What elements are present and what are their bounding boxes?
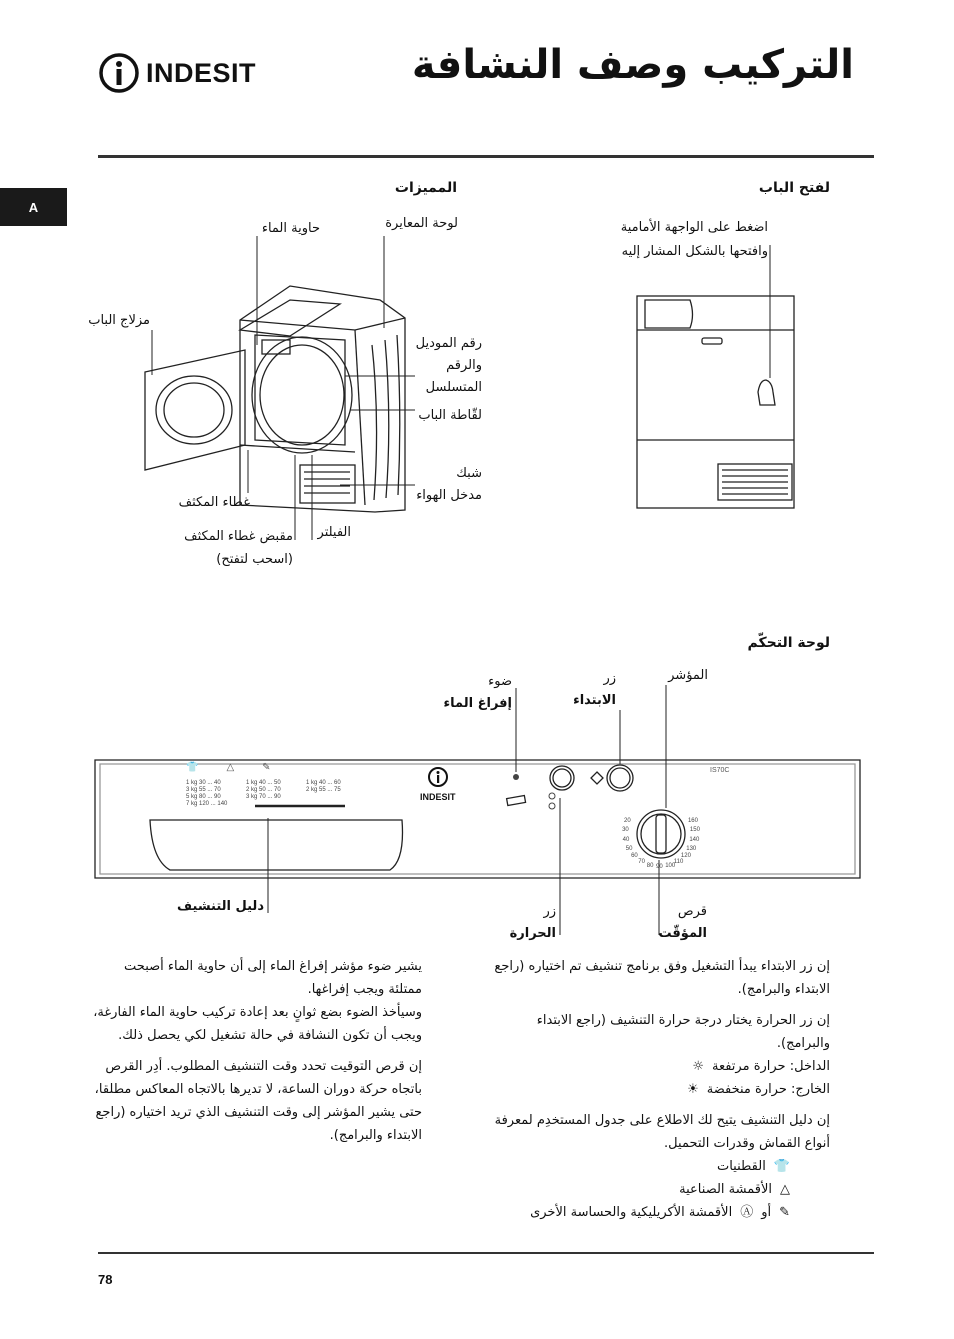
heat-description: إن زر الحرارة يختار درجة حرارة التنشيف (راجع الابتداء والبرامج). xyxy=(536,1013,830,1051)
fabric-delicate-label: الأقمشة الأكريليكية والحساسة الأخرى xyxy=(530,1205,733,1220)
label-line: مدخل الهواء xyxy=(416,488,482,503)
label-model-serial xyxy=(416,333,482,399)
start-description: إن زر الابتداء يبدأ التشغيل وفق برنامج تنشيف تم اختياره (راجع الابتداء والبرامج). xyxy=(494,959,830,997)
label-water-container: حاوية الماء xyxy=(261,221,320,236)
label-line: الابتداء xyxy=(573,693,616,708)
acrylic-icon: Ⓐ xyxy=(740,1205,754,1220)
sun-icon: ☼ xyxy=(692,1059,704,1074)
panel-model: IS70C xyxy=(710,767,730,774)
timer-mark: 80 xyxy=(646,862,654,869)
empty-water-note: وسيأخذ الضوء بضع ثوانٍ بعد إعادة تركيب حاوية الماء الفارغة، ويجب أن تكون النشافة في حالة تشغيل لكي يحصل ذلك. xyxy=(93,1005,422,1043)
timer-mark: 120 xyxy=(680,853,691,860)
guide-row: 1 kg 40 ... 60 xyxy=(306,780,341,786)
heat-low-icon xyxy=(549,803,555,809)
door-instruction-line: وافتحها بالشكل المشار إليه xyxy=(621,244,768,259)
timer-mark: 90 xyxy=(656,864,663,870)
control-panel-heading: لوحة التحكّم xyxy=(747,635,830,651)
dryer-closed-illustration xyxy=(637,245,794,508)
label-line: والرقم xyxy=(446,358,482,373)
fabric-cotton-row xyxy=(488,1155,830,1178)
guide-row: 7 kg 120 ... 140 xyxy=(186,801,228,807)
timer-mark: 70 xyxy=(638,859,645,865)
half-sun-icon: ☀ xyxy=(687,1082,699,1097)
label-line: (اسحب لتفتح) xyxy=(216,552,293,567)
label-filter: الفيلتر xyxy=(317,525,351,540)
timer-mark: 40 xyxy=(622,836,630,843)
label-condenser-handle xyxy=(184,525,293,571)
panel-brand: INDESIT xyxy=(420,792,456,802)
label-control-panel: لوحة المعايرة xyxy=(385,216,458,231)
label-line: قرص xyxy=(677,904,707,919)
timer-mark: 50 xyxy=(625,845,633,852)
timer-mark: 140 xyxy=(689,836,700,843)
door-instruction-line: اضغط على الواجهة الأمامية xyxy=(620,220,768,235)
footer-divider xyxy=(98,1252,874,1254)
timer-mark: 150 xyxy=(689,827,700,834)
features-heading: المميزات xyxy=(394,180,457,196)
fabric-cotton-label: القطنيات xyxy=(716,1159,766,1174)
label-empty-water-light xyxy=(444,671,513,715)
guide-row: 3 kg 70 ... 90 xyxy=(246,794,281,800)
timer-mark: 130 xyxy=(686,845,697,852)
guide-fabric-icons xyxy=(186,762,346,773)
panel-logo xyxy=(420,766,456,802)
cotton-shirt-icon: 👕 xyxy=(186,762,199,773)
panel-logo-icon xyxy=(427,766,449,788)
label-air-vent xyxy=(416,463,482,507)
empty-water-light xyxy=(513,774,519,780)
triangle-icon: △ xyxy=(780,1182,790,1197)
timer-mark: 30 xyxy=(622,827,629,834)
language-tab: A xyxy=(0,188,67,226)
label-indicator: المؤشر xyxy=(668,668,708,683)
page-title: التركيب وصف النشافة xyxy=(411,42,854,88)
heat-high-label: الداخل: حرارة مرتفعة xyxy=(711,1059,830,1074)
label-door-catch: لقّاطة الباب xyxy=(418,408,482,423)
guide-row: 1 kg 30 ... 40 xyxy=(186,780,221,786)
label-condenser-cover: غطاء المكثف xyxy=(178,495,250,510)
description-right xyxy=(488,955,830,1224)
timer-mark: 20 xyxy=(624,818,631,825)
timer-description: إن قرص التوقيت تحدد وقت التنشيف المطلوب. أدِر القرص باتجاه حركة دوران الساعة، لا تديرها بالاتجاه المعاكس مطلقا، حتى يشير المؤشر إلى وقت التنشيف الذي تريد اختياره (راجع الابتداء والبرامج). xyxy=(94,1059,422,1143)
heat-low-row xyxy=(488,1078,830,1101)
guide-row: 2 kg 55 ... 75 xyxy=(306,787,341,793)
cotton-shirt-icon: 👕 xyxy=(773,1159,790,1174)
label-drying-guide: دليل التنشيف xyxy=(177,899,264,914)
guide-cotton-table xyxy=(186,780,227,808)
fabric-synthetic-row xyxy=(488,1178,830,1201)
label-timer-dial xyxy=(659,901,707,945)
fabric-or-label: أو xyxy=(761,1205,772,1220)
label-line: شبك xyxy=(456,466,482,481)
timer-mark: 160 xyxy=(687,818,698,825)
heat-high-row xyxy=(488,1055,830,1078)
label-line: ضوء xyxy=(488,674,512,689)
guide-row: 1 kg 40 ... 50 xyxy=(246,780,281,786)
control-panel-illustration xyxy=(95,760,860,878)
delicate-feather-icon: ✎ xyxy=(262,762,271,773)
heat-high-icon xyxy=(549,793,555,799)
label-line: مقبض غطاء المكثف xyxy=(184,529,293,544)
label-door-hinges: مزلاج الباب xyxy=(88,313,150,328)
synthetic-iron-icon: △ xyxy=(226,762,235,773)
heat-low-label: الخارج: حرارة منخفضة xyxy=(706,1082,830,1097)
label-line: الحرارة xyxy=(509,926,556,941)
feather-icon: ✎ xyxy=(779,1205,790,1220)
label-line: زر xyxy=(543,904,556,919)
open-door-heading: لفتح الباب xyxy=(758,180,830,196)
label-heat-button xyxy=(510,901,556,945)
logo-text: INDESIT xyxy=(146,57,257,88)
label-line: المتسلسل xyxy=(425,380,482,395)
label-line: رقم الموديل xyxy=(415,336,482,351)
dryer-open-illustration xyxy=(145,286,405,512)
guide-delicate-table xyxy=(306,780,341,794)
fabric-delicate-row xyxy=(488,1201,830,1224)
guide-synthetic-table xyxy=(246,780,281,801)
empty-water-description: يشير ضوء مؤشر إفراغ الماء إلى أن حاوية الماء أصبحت ممتلئة ويجب إفراغها. xyxy=(124,959,422,997)
timer-mark: 110 xyxy=(673,859,684,865)
page-number: 78 xyxy=(98,1272,113,1287)
label-line: زر xyxy=(603,671,616,686)
description-left xyxy=(90,955,422,1147)
guide-description: إن دليل التنشيف يتيح لك الاطلاع على جدول المستخدِم لمعرفة أنواع القماش وقدرات التحميل. xyxy=(494,1113,830,1151)
door-instructions xyxy=(621,216,768,264)
label-line: إفراغ الماء xyxy=(443,696,512,711)
guide-row: 2 kg 50 ... 70 xyxy=(246,787,281,793)
label-line: المؤقّت xyxy=(658,926,707,941)
timer-mark: 60 xyxy=(631,853,638,860)
fabric-synthetic-label: الأقمشة الصناعية xyxy=(679,1182,772,1197)
label-start-button xyxy=(573,668,616,712)
guide-row: 3 kg 55 ... 70 xyxy=(186,787,221,793)
guide-row: 5 kg 80 ... 90 xyxy=(186,794,221,800)
timer-mark: 100 xyxy=(665,862,676,869)
